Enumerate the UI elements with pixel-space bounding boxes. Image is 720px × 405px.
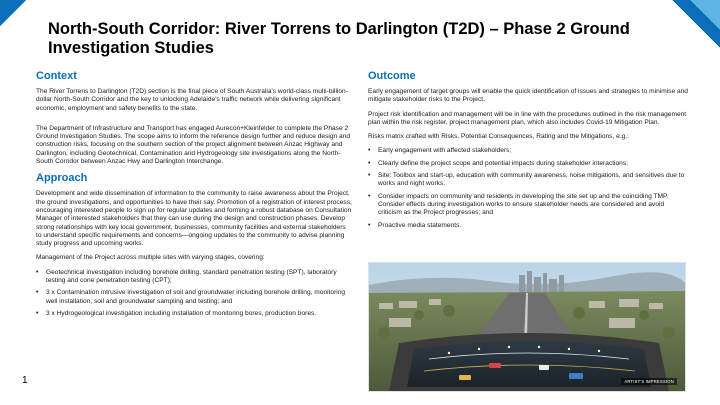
corner-accent-right-light — [690, 0, 720, 30]
outcome-heading: Outcome — [368, 70, 416, 82]
outcome-paragraph-1: Early engagement of target groups will enable the quick identification of issues and strategies to minimise and mitigate stakeholder risks to the Project. — [368, 88, 688, 104]
outcome-paragraph-3: Risks matrix crafted with Risks, Potential Consequences, Rating and the Mitigations, e.g.: — [368, 133, 629, 141]
approach-paragraph-2: Management of the Project across multiple sites with varying stages, covering: — [36, 254, 265, 262]
outcome-paragraph-2: Project risk identification and management will be in line with the procedures outlined in the risk management plan within the risk register, project management plan, which also includes Covid-19 Mitigation Plan. — [368, 110, 687, 126]
approach-list-item: • 3 x Contamination intrusive investigation of soil and groundwater including borehole drilling, monitoring well installation, soil and groundwater sampling and testing; and — [36, 289, 352, 306]
page-number: 1 — [22, 375, 28, 386]
context-paragraph-2: The Department of Infrastructure and Transport has engaged Aurecon+Kleinfelder to complete the Phase 2 Ground Investigation Studies. The scope aims to inform the reference design further and reduce design and construction risks, focusing on the southern section of the project alignment between Anzac Highway and Darlington, including Geotechnical, Contamination and Hydrogeology site investigations along the North-South Corridor between Anzac Hwy and Darlington Interchange. — [36, 124, 351, 166]
artist-impression-image — [368, 262, 686, 392]
approach-paragraph-1: Development and wide dissemination of information to the community to raise awareness about the Project, the ground investigations, and opportunities to have their say. Promotion of a registration of interest process, encouraging interested people to sign up for regular updates and forming a robust database on Consultation Manager of interested stakeholders that they can use during the design and construction phases. Develop strong relationships with key local government, businesses, community facilities and external stakeholders to understand specific requirements and concerns—ongoing updates to the community to advise planning study progress and upcoming works. — [36, 190, 352, 248]
outcome-list-item: • Site: Toolbox and start-up, education with community awareness, noise mitigations, and sensitives due to works and night works. — [368, 172, 688, 189]
approach-list-item: • Geotechnical investigation including borehole drilling, standard penetration testing (SPT), laboratory testing and cone penetration testing (CPT); — [36, 269, 352, 286]
approach-section — [36, 172, 352, 318]
artist-impression-caption: ARTIST'S IMPRESSION — [621, 378, 677, 385]
corner-accent-left — [0, 0, 26, 26]
context-heading: Context — [36, 70, 77, 82]
outcome-list-item: • Consider impacts on community and residents in developing the site set up and the coinciding TMP. Consider effects during investigation works to ensure stakeholder needs are considered and avoid criticism as the Project progresses; and — [368, 193, 688, 218]
page-title: North-South Corridor: River Torrens to Darlington (T2D) – Phase 2 Ground Investigation Studies — [48, 20, 630, 57]
outcome-list — [368, 147, 688, 229]
outcome-list-item: • Clearly define the project scope and potential impacts during stakeholder interactions; — [368, 160, 688, 168]
outcome-section — [368, 70, 688, 230]
outcome-list-item: • Early engagement with affected stakeholders; — [368, 147, 688, 155]
approach-list — [36, 269, 352, 318]
outcome-list-item: • Proactive media statements. — [368, 222, 688, 230]
context-paragraph-1: The River Torrens to Darlington (T2D) section is the final piece of South Australia's world-class multi-billion-dollar North-South Corridor and the key to unlocking Adelaide's traffic network while delivering significant economic, employment and safety benefits to the state. — [36, 88, 348, 112]
left-column — [36, 70, 352, 322]
right-column — [368, 70, 688, 234]
approach-list-item: • 3 x Hydrogeological investigation including installation of monitoring bores, production bores. — [36, 310, 352, 318]
approach-heading: Approach — [36, 172, 88, 185]
aerial-city-illustration — [369, 263, 685, 391]
context-section — [36, 70, 352, 166]
